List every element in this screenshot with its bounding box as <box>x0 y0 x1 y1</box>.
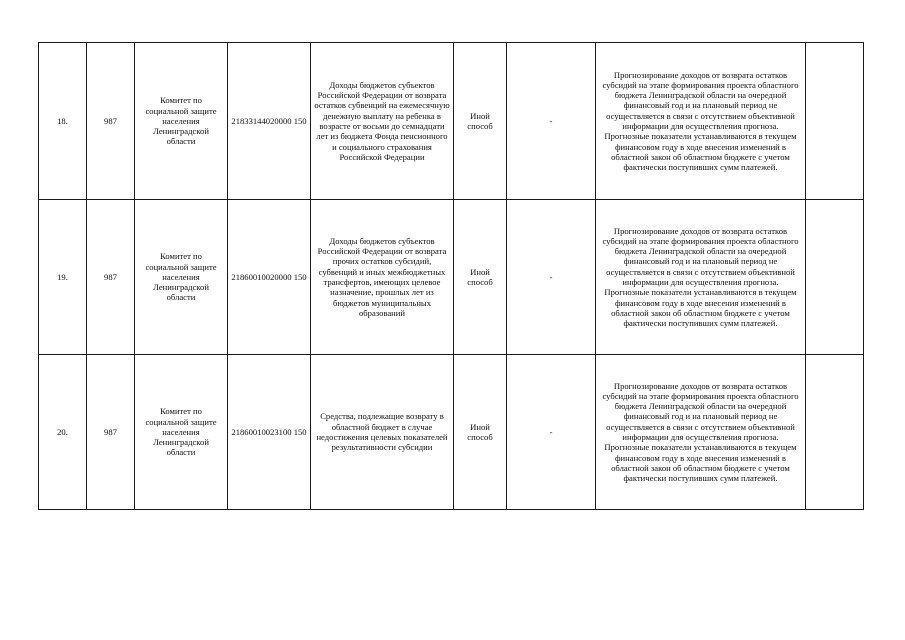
forecast-description-part-1: Прогнозирование доходов от возврата остатков субсидий на этапе формирования проекта областного бюджета Ленинградской области на очередной финансовый год и на плановый период не осуществляется в связи с отсутствием объективной информации для осуществления прогноза. <box>602 69 799 131</box>
income-name: Доходы бюджетов субъектов Российской Федерации от возврата остатков субвенций на ежемесячную денежную выплату на ребенка в возрасте от восьми до семнадцати лет из бюджета Фонда пенсионного и социального страхования Российской Федерации <box>311 43 454 200</box>
income-name: Средства, подлежащие возврату в областной бюджет в случае недостижения целевых показателей результативности субсидии <box>311 355 454 510</box>
income-code: 21860010020000 150 <box>228 200 311 355</box>
forecast-description <box>596 355 806 510</box>
forecast-formula: - <box>507 43 596 200</box>
note-cell <box>806 200 864 355</box>
administrator-name: Комитет по социальной защите населения Ленинградской области <box>135 355 228 510</box>
forecast-description-part-2: Прогнозные показатели устанавливаются в текущем финансовом году в ходе внесения изменений в областной закон об областном бюджете с учетом фактически поступивших сумм платежей. <box>604 131 797 173</box>
admin-code: 987 <box>87 355 135 510</box>
forecast-description-part-2: Прогнозные показатели устанавливаются в текущем финансовом году в ходе внесения изменений в областной закон об областном бюджете с учетом фактически поступивших сумм платежей. <box>604 287 797 329</box>
row-number: 20. <box>39 355 87 510</box>
row-number: 19. <box>39 200 87 355</box>
income-name: Доходы бюджетов субъектов Российской Федерации от возврата прочих остатков субсидий, субвенций и иных межбюджетных трансфертов, имеющих целевое назначение, прошлых лет из бюджетов муниципальных образований <box>311 200 454 355</box>
forecast-method: Иной способ <box>454 200 507 355</box>
income-code: 21833144020000 150 <box>228 43 311 200</box>
forecast-method: Иной способ <box>454 43 507 200</box>
forecast-description-part-1: Прогнозирование доходов от возврата остатков субсидий на этапе формирования проекта областного бюджета Ленинградской области на очередной финансовый год и на плановый период не осуществляется в связи с отсутствием объективной информации для осуществления прогноза. <box>602 380 799 442</box>
note-cell <box>806 43 864 200</box>
forecast-description <box>596 43 806 200</box>
admin-code: 987 <box>87 43 135 200</box>
income-forecast-table <box>38 42 864 510</box>
forecast-method: Иной способ <box>454 355 507 510</box>
table-row <box>39 200 864 355</box>
administrator-name: Комитет по социальной защите населения Ленинградской области <box>135 200 228 355</box>
admin-code: 987 <box>87 200 135 355</box>
forecast-description <box>596 200 806 355</box>
administrator-name: Комитет по социальной защите населения Ленинградской области <box>135 43 228 200</box>
income-code: 21860010023100 150 <box>228 355 311 510</box>
forecast-formula: - <box>507 355 596 510</box>
table-row <box>39 43 864 200</box>
forecast-description-part-1: Прогнозирование доходов от возврата остатков субсидий на этапе формирования проекта областного бюджета Ленинградской области на очередной финансовый год и на плановый период не осуществляется в связи с отсутствием объективной информации для осуществления прогноза. <box>602 225 799 287</box>
forecast-formula: - <box>507 200 596 355</box>
note-cell <box>806 355 864 510</box>
row-number: 18. <box>39 43 87 200</box>
table-row <box>39 355 864 510</box>
forecast-description-part-2: Прогнозные показатели устанавливаются в текущем финансовом году в ходе внесения изменений в областной закон об областном бюджете с учетом фактически поступивших сумм платежей. <box>604 442 797 484</box>
